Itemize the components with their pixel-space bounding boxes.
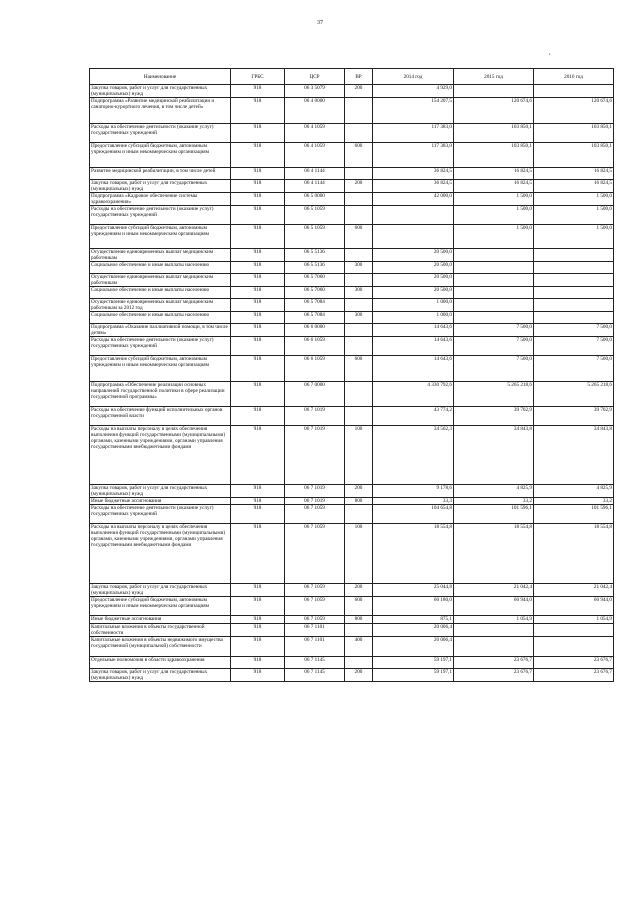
row-name: Подпрограмма «Кадровое обеспечение системы здравоохранения» [90,193,231,206]
row-2014: 59 197,1 [373,657,454,669]
row-2015 [454,249,534,262]
header-2016: 2016 год [534,69,614,85]
table-row [90,624,614,637]
row-grbs: 918 [231,124,285,143]
row-2014: 20 006,4 [373,624,454,637]
table-row [90,299,614,312]
row-csr: 06 5 7084 [285,299,345,312]
row-2014: 9 178,6 [373,485,454,498]
row-2015: 103 850,1 [454,143,534,168]
row-2015: 16 824,5 [454,168,534,180]
table-row [90,356,614,382]
table-row [90,584,614,597]
row-grbs: 918 [231,85,285,98]
row-name: Расходы на выплаты персоналу в целях обеспечения выполнения функций государственными (муниципальными) органами, казенными учреждениями, органами управления государственными внебюджетными фондами [90,524,231,584]
row-2016: 7 500,0 [534,324,614,337]
row-2015 [454,85,534,98]
row-grbs: 918 [231,180,285,193]
row-grbs: 918 [231,382,285,407]
row-2015: 103 850,1 [454,124,534,143]
row-name: Закупка товаров, работ и услуг для государственных (муниципальных) нужд [90,669,231,682]
row-vr: 400 [345,637,373,657]
row-2015: 120 674,6 [454,98,534,124]
row-2014: 117 383,0 [373,143,454,168]
row-csr: 06 7 1145 [285,669,345,682]
row-2015: 7 500,0 [454,337,534,356]
row-csr: 06 5 7060 [285,287,345,299]
budget-table [89,68,614,682]
row-vr: 800 [345,498,373,505]
row-2015 [454,262,534,274]
table-row [90,669,614,682]
row-2015: 1 500,0 [454,193,534,206]
row-2014: 14 643,6 [373,324,454,337]
row-2014 [373,206,454,225]
row-2016 [534,85,614,98]
row-2015: 39 702,9 [454,407,534,426]
row-2015: 1 054,9 [454,616,534,624]
table-row [90,426,614,485]
row-2014: 20 500,0 [373,274,454,287]
row-name: Отдельные полномочия в области здравоохранения [90,657,231,669]
row-csr: 06 5 1059 [285,206,345,225]
table-row [90,98,614,124]
table-row [90,597,614,616]
table-row [90,337,614,356]
row-name: Закупка товаров, работ и услуг для государственных (муниципальных) нужд [90,180,231,193]
table-header-row [90,69,614,85]
row-2016: 16 824,5 [534,168,614,180]
row-grbs: 918 [231,225,285,249]
row-2014: 4 929,0 [373,85,454,98]
row-vr: 200 [345,85,373,98]
row-name: Подпрограмма «Оказание паллиативной помощи, в том числе детям» [90,324,231,337]
row-grbs: 918 [231,407,285,426]
row-vr: 600 [345,597,373,616]
row-2014: 34 562,3 [373,426,454,485]
table-row [90,524,614,584]
row-vr [345,206,373,225]
row-2014: 59 197,1 [373,669,454,682]
row-name: Расходы на обеспечение деятельности (оказание услуг) государственных учреждений [90,337,231,356]
table-row [90,407,614,426]
row-grbs: 918 [231,287,285,299]
row-name: Предоставление субсидий бюджетным, автономным учреждениям и иным некоммерческим организациям [90,597,231,616]
row-name: Расходы на обеспечение деятельности (оказание услуг) государственных учреждений [90,206,231,225]
corner-mark: , [549,50,551,56]
row-grbs: 918 [231,637,285,657]
row-2014: 42 000,0 [373,193,454,206]
row-2015: 101 596,1 [454,505,534,524]
table-body [90,85,614,682]
row-vr [345,168,373,180]
row-2016 [534,624,614,637]
row-vr [345,274,373,287]
row-2015: 60 944,0 [454,597,534,616]
row-csr: 06 5 0000 [285,193,345,206]
row-2016: 1 054,9 [534,616,614,624]
row-csr: 06 7 1019 [285,426,345,485]
table-row [90,180,614,193]
row-csr: 06 6 1059 [285,337,345,356]
row-csr: 06 7 1019 [285,498,345,505]
row-grbs: 918 [231,168,285,180]
row-csr: 06 7 1059 [285,597,345,616]
row-grbs: 918 [231,193,285,206]
row-vr [345,337,373,356]
row-2016: 101 596,1 [534,505,614,524]
row-csr: 06 6 1059 [285,356,345,382]
row-csr: 06 7 1019 [285,407,345,426]
row-csr: 06 7 0000 [285,382,345,407]
row-2015: 1 500,0 [454,206,534,225]
row-name: Закупка товаров, работ и услуг для государственных (муниципальных) нужд [90,85,231,98]
table-row [90,324,614,337]
row-2015 [454,637,534,657]
row-2014: 33,3 [373,498,454,505]
row-csr: 06 5 7084 [285,312,345,324]
row-csr: 06 4 1144 [285,180,345,193]
row-name: Иные бюджетные ассигнования [90,498,231,505]
row-2016 [534,287,614,299]
header-vr: ВР [345,69,373,85]
row-name: Осуществление единовременных выплат медицинским работникам за 2012 год [90,299,231,312]
row-name: Расходы на обеспечение деятельности (оказание услуг) государственных учреждений [90,124,231,143]
row-2015: 33,2 [454,498,534,505]
row-2014: 43 774,2 [373,407,454,426]
row-2016: 7 500,0 [534,337,614,356]
row-2016 [534,262,614,274]
row-name: Расходы на выплаты персоналу в целях обеспечения выполнения функций государственными (муниципальными) органами, казенными учреждениями, органами управления государственными внебюджетными фондами [90,426,231,485]
row-csr: 06 4 1144 [285,168,345,180]
row-vr: 300 [345,312,373,324]
row-csr: 06 7 1059 [285,505,345,524]
row-grbs: 918 [231,143,285,168]
header-name: Наименование [90,69,231,85]
table-row [90,382,614,407]
row-name: Закупка товаров, работ и услуг для государственных (муниципальных) нужд [90,584,231,597]
row-name: Подпрограмма «Развитие медицинской реабилитации и санаторно-курортного лечения, в том числе детей» [90,98,231,124]
header-2015: 2015 год [454,69,534,85]
table-row [90,262,614,274]
table-row [90,616,614,624]
row-2015: 18 554,8 [454,524,534,584]
row-2014 [373,225,454,249]
row-vr [345,124,373,143]
row-name: Осуществление единовременных выплат медицинским работникам [90,249,231,262]
row-grbs: 918 [231,485,285,498]
row-2016: 33,2 [534,498,614,505]
row-vr: 300 [345,262,373,274]
row-2015: 23 676,7 [454,669,534,682]
row-2016 [534,637,614,657]
row-2015: 16 824,5 [454,180,534,193]
row-grbs: 918 [231,274,285,287]
table-row [90,485,614,498]
row-vr [345,407,373,426]
row-csr: 06 7 1101 [285,637,345,657]
row-2016: 7 500,0 [534,356,614,382]
row-2016: 60 944,0 [534,597,614,616]
row-2015 [454,287,534,299]
row-vr: 800 [345,616,373,624]
row-grbs: 918 [231,206,285,225]
table-row [90,206,614,225]
row-grbs: 918 [231,524,285,584]
table-row [90,193,614,206]
row-csr: 06 7 1019 [285,485,345,498]
row-2016: 4 825,9 [534,485,614,498]
table-row [90,143,614,168]
row-grbs: 918 [231,337,285,356]
row-2014: 4 330 792,6 [373,382,454,407]
row-grbs: 918 [231,624,285,637]
row-2016: 103 850,1 [534,143,614,168]
row-2016 [534,312,614,324]
row-name: Предоставление субсидий бюджетным, автономным учреждениям и иным некоммерческим организациям [90,143,231,168]
row-csr: 06 7 1059 [285,524,345,584]
row-csr: 06 7 1145 [285,657,345,669]
row-csr: 06 5 5136 [285,249,345,262]
row-2016: 120 674,6 [534,98,614,124]
row-grbs: 918 [231,98,285,124]
row-name: Капитальные вложения в объекты недвижимого имущества государственной (муниципальной) собственности [90,637,231,657]
table-row [90,498,614,505]
row-2016: 34 843,8 [534,426,614,485]
row-name: Расходы на обеспечение деятельности (оказание услуг) государственных учреждений [90,505,231,524]
row-grbs: 918 [231,249,285,262]
table-row [90,287,614,299]
row-2014: 60 180,0 [373,597,454,616]
row-2016: 5 265 218,6 [534,382,614,407]
row-csr: 06 4 1059 [285,124,345,143]
row-2014: 18 554,8 [373,524,454,584]
row-vr [345,657,373,669]
row-2014: 875,1 [373,616,454,624]
table-row [90,505,614,524]
row-2015: 34 843,8 [454,426,534,485]
header-csr: ЦСР [285,69,345,85]
row-csr: 06 7 1059 [285,616,345,624]
row-vr: 100 [345,524,373,584]
row-2016 [534,299,614,312]
row-name: Осуществление единовременных выплат медицинским работникам [90,274,231,287]
row-grbs: 918 [231,262,285,274]
row-2014: 36 824,5 [373,168,454,180]
row-grbs: 918 [231,616,285,624]
row-vr [345,624,373,637]
table-row [90,312,614,324]
table-row [90,85,614,98]
row-2016: 18 554,8 [534,524,614,584]
row-name: Социальное обеспечение и иные выплаты населению [90,262,231,274]
row-2014: 1 000,0 [373,299,454,312]
row-grbs: 918 [231,657,285,669]
page-number: 37 [317,20,323,26]
row-name: Подпрограмма «Обеспечение реализации основных направлений государственной политики в сфере реализации государственной программы» [90,382,231,407]
row-2016: 23 676,7 [534,669,614,682]
row-grbs: 918 [231,426,285,485]
row-grbs: 918 [231,669,285,682]
row-name: Расходы на обеспечение функций исполнительных органов государственной власти [90,407,231,426]
row-grbs: 918 [231,505,285,524]
row-name: Социальное обеспечение и иные выплаты населению [90,287,231,299]
row-2015: 1 500,0 [454,225,534,249]
row-2015: 23 676,7 [454,657,534,669]
row-2015 [454,312,534,324]
table-row [90,274,614,287]
row-2014: 117 383,0 [373,124,454,143]
row-2016: 103 850,1 [534,124,614,143]
row-vr: 200 [345,584,373,597]
row-csr: 06 7 1059 [285,584,345,597]
row-vr: 600 [345,356,373,382]
row-vr: 300 [345,287,373,299]
row-vr [345,505,373,524]
row-2014: 14 643,6 [373,356,454,382]
row-2016: 39 702,9 [534,407,614,426]
row-vr: 200 [345,180,373,193]
row-2014: 20 500,0 [373,249,454,262]
row-2015: 7 500,0 [454,356,534,382]
row-name: Предоставление субсидий бюджетным, автономным учреждениям и иным некоммерческим организациям [90,356,231,382]
row-name: Предоставление субсидий бюджетным, автономным учреждениям и иным некоммерческим организациям [90,225,231,249]
row-2015 [454,274,534,287]
row-2016: 16 824,5 [534,180,614,193]
header-2014: 2014 год [373,69,454,85]
row-name: Развитие медицинской реабилитации, в том числе детей [90,168,231,180]
row-grbs: 918 [231,597,285,616]
row-2016 [534,249,614,262]
row-2016: 1 500,0 [534,206,614,225]
row-csr: 06 5 5136 [285,262,345,274]
row-vr [345,249,373,262]
row-csr: 06 5 7060 [285,274,345,287]
table-row [90,225,614,249]
row-2016: 1 500,0 [534,193,614,206]
row-grbs: 918 [231,299,285,312]
row-csr: 06 4 0000 [285,98,345,124]
row-grbs: 918 [231,584,285,597]
row-2014: 20 500,0 [373,262,454,274]
row-2014: 14 643,6 [373,337,454,356]
table-row [90,168,614,180]
row-vr [345,299,373,312]
row-grbs: 918 [231,324,285,337]
row-csr: 06 5 1059 [285,225,345,249]
row-csr: 06 3 5079 [285,85,345,98]
row-2014: 20 006,4 [373,637,454,657]
table-row [90,657,614,669]
row-2014: 1 000,0 [373,312,454,324]
row-2015: 5 265 218,6 [454,382,534,407]
row-grbs: 918 [231,356,285,382]
row-vr [345,324,373,337]
row-2015 [454,299,534,312]
row-csr: 06 4 1059 [285,143,345,168]
row-vr: 200 [345,669,373,682]
table-row [90,249,614,262]
row-name: Социальное обеспечение и иные выплаты населению [90,312,231,324]
row-csr: 06 6 0000 [285,324,345,337]
row-2015: 4 825,9 [454,485,534,498]
row-vr: 100 [345,426,373,485]
row-name: Капитальные вложения в объекты государственной собственности [90,624,231,637]
row-name: Закупка товаров, работ и услуг для государственных (муниципальных) нужд [90,485,231,498]
row-2015 [454,624,534,637]
row-2016: 1 500,0 [534,225,614,249]
row-2015: 7 500,0 [454,324,534,337]
row-vr: 600 [345,225,373,249]
row-grbs: 918 [231,498,285,505]
table-row [90,637,614,657]
row-2016 [534,274,614,287]
row-2014: 25 044,8 [373,584,454,597]
row-2016: 21 042,4 [534,584,614,597]
row-2014: 20 500,0 [373,287,454,299]
row-2016: 23 676,7 [534,657,614,669]
row-vr [345,193,373,206]
row-2014: 36 824,5 [373,180,454,193]
row-2015: 21 042,4 [454,584,534,597]
row-csr: 06 7 1101 [285,624,345,637]
row-2014: 154 207,5 [373,98,454,124]
header-grbs: ГРБС [231,69,285,85]
row-2014: 104 654,8 [373,505,454,524]
row-vr [345,382,373,407]
row-name: Иные бюджетные ассигнования [90,616,231,624]
row-grbs: 918 [231,312,285,324]
row-vr: 200 [345,485,373,498]
row-vr: 600 [345,143,373,168]
table-row [90,124,614,143]
row-vr [345,98,373,124]
